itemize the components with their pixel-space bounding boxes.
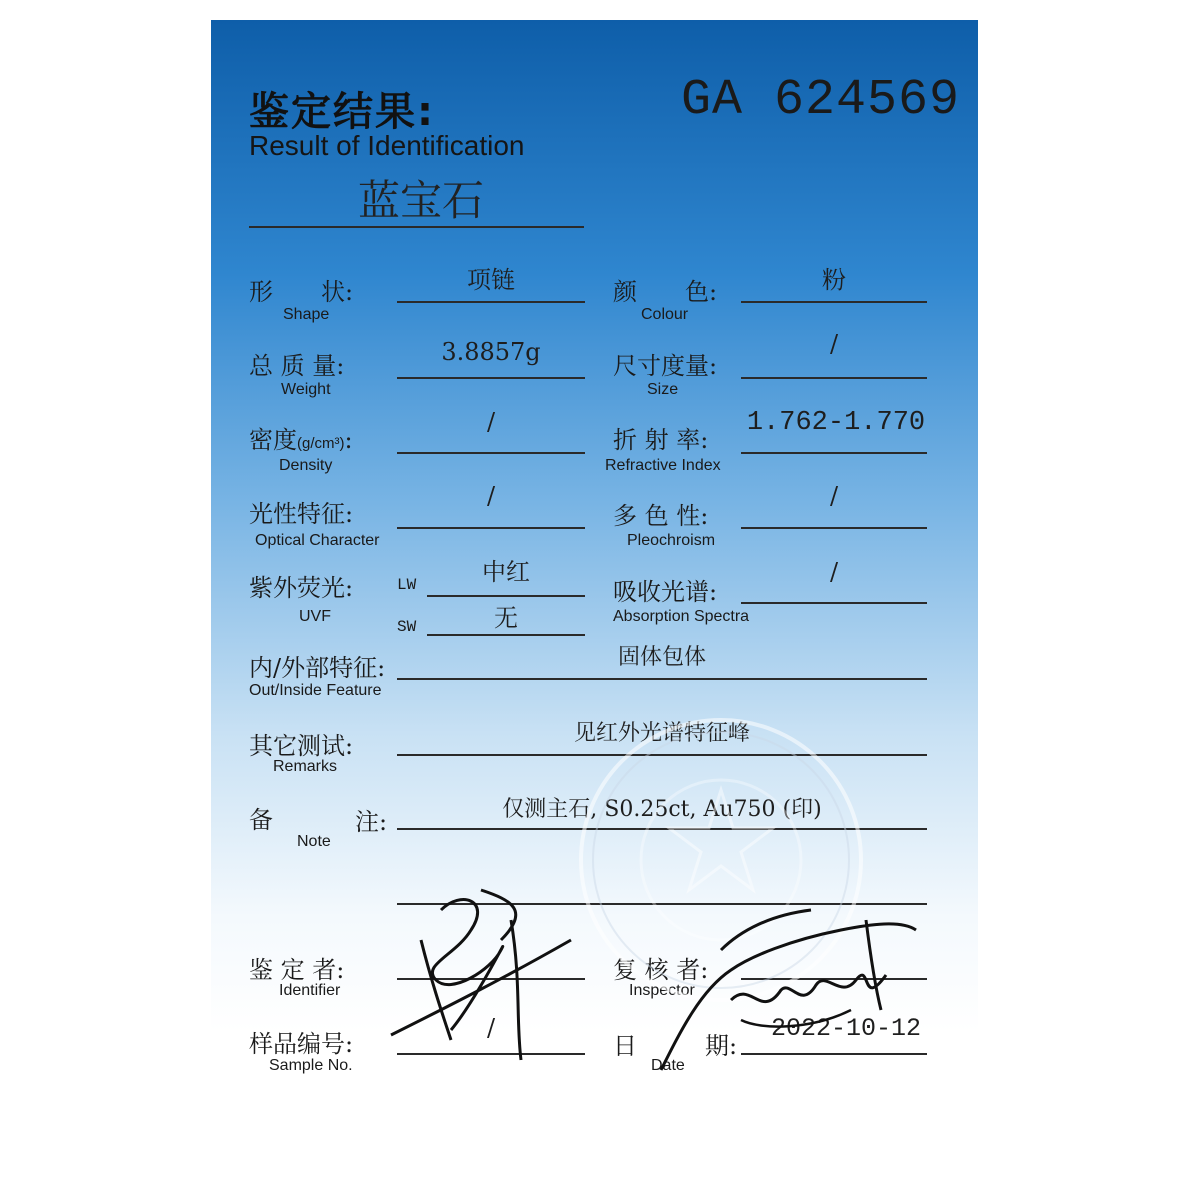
refractive-index-value: 1.762-1.770 — [746, 408, 926, 438]
date-value: 2022-10-12 — [770, 1014, 922, 1043]
size-label: 尺寸度量: — [613, 352, 718, 380]
note-label-en: Note — [297, 833, 331, 850]
colour-label-en: Colour — [641, 306, 689, 323]
density-unit: (g/cm³) — [297, 435, 345, 452]
note-underline — [397, 828, 927, 830]
refractive-index-label-en: Refractive Index — [605, 457, 721, 474]
size-value: / — [829, 330, 839, 358]
remarks-underline — [397, 754, 927, 756]
date-underline — [741, 1053, 927, 1055]
pleochroism-underline — [741, 527, 927, 529]
identifier-underline — [397, 978, 585, 980]
sample-no-label-en: Sample No. — [269, 1057, 353, 1074]
absorption-spectra-underline — [741, 602, 927, 604]
shape-label-en: Shape — [283, 306, 330, 323]
colour-label: 颜 色: — [613, 278, 718, 306]
uvf-sw-value: 无 — [494, 604, 518, 632]
inspector-label: 复 核 者: — [613, 956, 709, 984]
remarks-value: 见红外光谱特征峰 — [573, 721, 750, 746]
note-label-part2: 注: — [355, 808, 388, 836]
refractive-index-underline — [741, 452, 927, 454]
refractive-index-label: 折 射 率: — [613, 426, 709, 454]
result-underline — [249, 226, 584, 228]
optical-character-value: / — [486, 482, 496, 510]
serial-number: GA 624569 — [681, 72, 961, 129]
uvf-sw-underline — [427, 634, 585, 636]
feature-underline — [397, 678, 927, 680]
colour-value: 粉 — [822, 266, 846, 294]
inspector-underline — [741, 978, 927, 980]
absorption-spectra-label: 吸收光谱: — [613, 578, 718, 606]
weight-underline — [397, 377, 585, 379]
uvf-lw-value: 中红 — [482, 558, 530, 586]
density-label-cn: 密度 — [249, 426, 297, 454]
size-underline — [741, 377, 927, 379]
date-label-part1: 日 — [613, 1032, 637, 1060]
title-chinese: 鉴定结果: — [249, 89, 435, 135]
density-underline — [397, 452, 585, 454]
absorption-spectra-label-en: Absorption Spectra — [613, 608, 750, 625]
shape-underline — [397, 301, 585, 303]
absorption-spectra-value: / — [829, 558, 839, 586]
sample-no-underline — [397, 1053, 585, 1055]
feature-label-en: Out/Inside Feature — [249, 682, 382, 699]
feature-label: 内/外部特征: — [249, 654, 386, 682]
remarks-label-en: Remarks — [273, 758, 338, 775]
colour-underline — [741, 301, 927, 303]
blank-underline — [397, 903, 927, 905]
identification-card — [211, 20, 978, 1170]
uvf-lw-underline — [427, 595, 585, 597]
uvf-label: 紫外荧光: — [249, 574, 354, 602]
note-label-part1: 备 — [249, 806, 273, 834]
optical-character-label-en: Optical Character — [255, 532, 380, 549]
sample-no-label: 样品编号: — [249, 1030, 354, 1058]
pleochroism-label-en: Pleochroism — [627, 532, 716, 549]
weight-label: 总 质 量: — [249, 352, 345, 380]
result-value: 蓝宝石 — [357, 176, 484, 225]
density-label — [249, 420, 353, 455]
identifier-label-en: Identifier — [279, 982, 341, 999]
title-english: Result of Identification — [249, 130, 525, 161]
optical-character-label: 光性特征: — [249, 500, 354, 528]
density-value: / — [486, 408, 496, 436]
uvf-sw-label: SW — [397, 618, 417, 636]
shape-value: 项链 — [467, 266, 515, 294]
shape-label: 形 状: — [249, 278, 354, 306]
date-label-en: Date — [651, 1057, 685, 1074]
weight-label-en: Weight — [281, 381, 331, 398]
feature-value: 固体包体 — [617, 645, 706, 670]
inspector-label-en: Inspector — [629, 982, 695, 999]
pleochroism-label: 多 色 性: — [613, 502, 709, 530]
optical-character-underline — [397, 527, 585, 529]
size-label-en: Size — [647, 381, 679, 398]
pleochroism-value: / — [829, 482, 839, 510]
sample-no-value: / — [486, 1014, 496, 1042]
identifier-label: 鉴 定 者: — [249, 956, 345, 984]
density-label-en: Density — [279, 457, 333, 474]
remarks-label: 其它测试: — [249, 732, 354, 760]
uvf-label-en: UVF — [299, 608, 331, 625]
weight-value: 3.8857g — [441, 338, 541, 366]
date-label-part2: 期: — [705, 1032, 738, 1060]
density-colon: : — [344, 426, 353, 454]
uvf-lw-label: LW — [397, 576, 417, 594]
note-value: 仅测主石, S0.25ct, Au750 (印) — [502, 797, 822, 822]
